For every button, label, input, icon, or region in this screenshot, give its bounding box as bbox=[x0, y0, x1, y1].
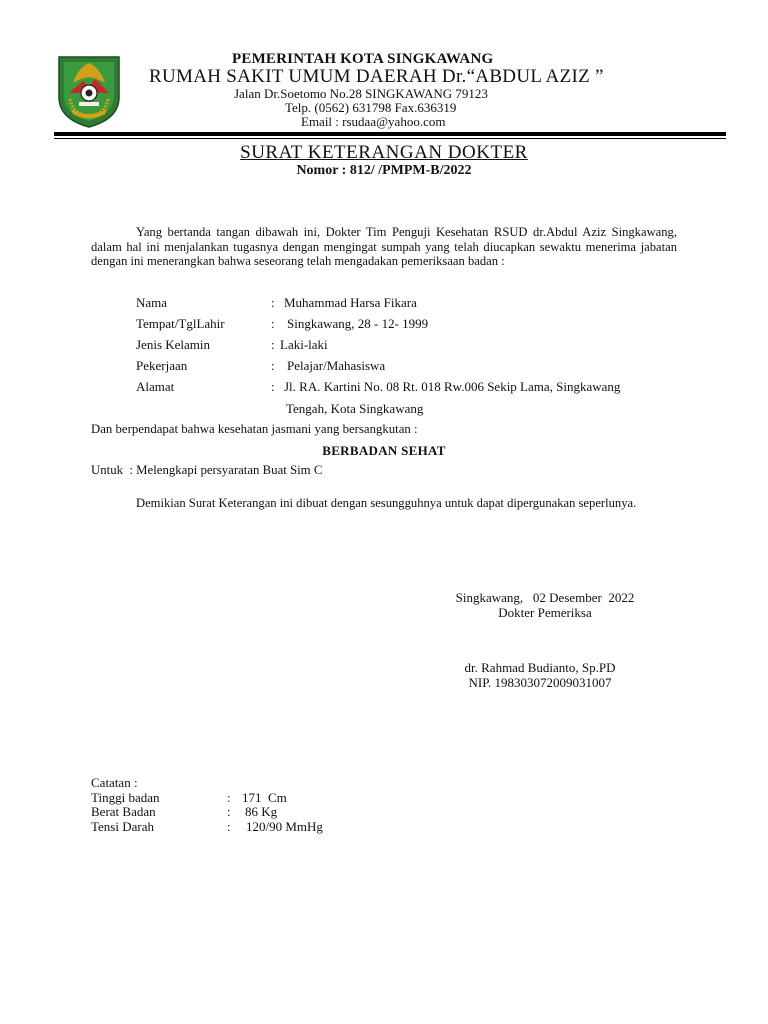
opinion-text: Dan berpendapat bahwa kesehatan jasmani yang bersangkutan : bbox=[91, 422, 418, 436]
hospital-name: RUMAH SAKIT UMUM DAERAH Dr.“ABDUL AZIZ ” bbox=[149, 66, 604, 87]
note-value-height: 171 Cm bbox=[242, 790, 287, 805]
note-value-blood-pressure: 120/90 MmHg bbox=[246, 819, 323, 834]
singkawang-city-emblem-icon bbox=[55, 53, 123, 129]
purpose-text: Untuk : Melengkapi persyaratan Buat Sim C bbox=[91, 463, 323, 477]
closing-paragraph: Demikian Surat Keterangan ini dibuat dengan sesungguhnya untuk dapat dipergunakan seperlunya. bbox=[136, 496, 637, 510]
government-name: PEMERINTAH KOTA SINGKAWANG bbox=[232, 51, 494, 67]
document-number: Nomor : 812/ /PMPM-B/2022 bbox=[296, 163, 472, 178]
field-colon: : bbox=[271, 379, 275, 394]
opening-paragraph: Yang bertanda tangan dibawah ini, Dokter Tim Penguji Kesehatan RSUD dr.Abdul Aziz Singkawang, dalam hal ini menjalankan tugasnya dengan mengingat sumpah yang telah diucapkan sewaktu menerima jabatan dengan ini menerangkan bahwa seseorang telah mengadakan pemeriksaan badan : bbox=[91, 225, 677, 268]
note-value-weight: 86 Kg bbox=[245, 804, 278, 819]
field-label-gender: Jenis Kelamin bbox=[136, 337, 211, 352]
field-label-birth: Tempat/TglLahir bbox=[136, 316, 225, 331]
field-label-name: Nama bbox=[136, 295, 168, 310]
note-label-weight: Berat Badan bbox=[91, 804, 156, 819]
letterhead-divider-thin bbox=[54, 138, 726, 139]
note-label-height: Tinggi badan bbox=[91, 790, 160, 805]
letterhead-divider-thick bbox=[54, 132, 726, 136]
note-colon: : bbox=[227, 790, 231, 805]
hospital-phone: Telp. (0562) 631798 Fax.636319 bbox=[285, 100, 457, 115]
field-colon: : bbox=[271, 337, 275, 352]
field-value-occupation: Pelajar/Mahasiswa bbox=[287, 358, 386, 373]
note-label-blood-pressure: Tensi Darah bbox=[91, 819, 154, 834]
field-colon: : bbox=[271, 358, 275, 373]
note-colon: : bbox=[227, 819, 231, 834]
field-value-address-continuation: Tengah, Kota Singkawang bbox=[286, 401, 424, 416]
signature-role: Dokter Pemeriksa bbox=[498, 605, 592, 620]
signature-place-date: Singkawang, 02 Desember 2022 bbox=[455, 590, 635, 605]
field-label-occupation: Pekerjaan bbox=[136, 358, 188, 373]
field-value-birth: Singkawang, 28 - 12- 1999 bbox=[287, 316, 429, 331]
doctor-nip: NIP. 198303072009031007 bbox=[468, 675, 612, 690]
field-label-address: Alamat bbox=[136, 379, 175, 394]
field-value-address: Jl. RA. Kartini No. 08 Rt. 018 Rw.006 Sekip Lama, Singkawang bbox=[284, 379, 621, 394]
document-title: SURAT KETERANGAN DOKTER bbox=[240, 142, 528, 163]
hospital-address: Jalan Dr.Soetomo No.28 SINGKAWANG 79123 bbox=[234, 86, 488, 101]
field-value-name: Muhammad Harsa Fikara bbox=[284, 295, 417, 310]
notes-heading: Catatan : bbox=[91, 775, 138, 790]
field-colon: : bbox=[271, 295, 275, 310]
doctor-name: dr. Rahmad Budianto, Sp.PD bbox=[464, 660, 616, 675]
health-verdict: BERBADAN SEHAT bbox=[322, 443, 446, 458]
hospital-email: Email : rsudaa@yahoo.com bbox=[301, 114, 446, 129]
field-colon: : bbox=[271, 316, 275, 331]
note-colon: : bbox=[227, 804, 231, 819]
field-value-gender: Laki-laki bbox=[280, 337, 328, 352]
